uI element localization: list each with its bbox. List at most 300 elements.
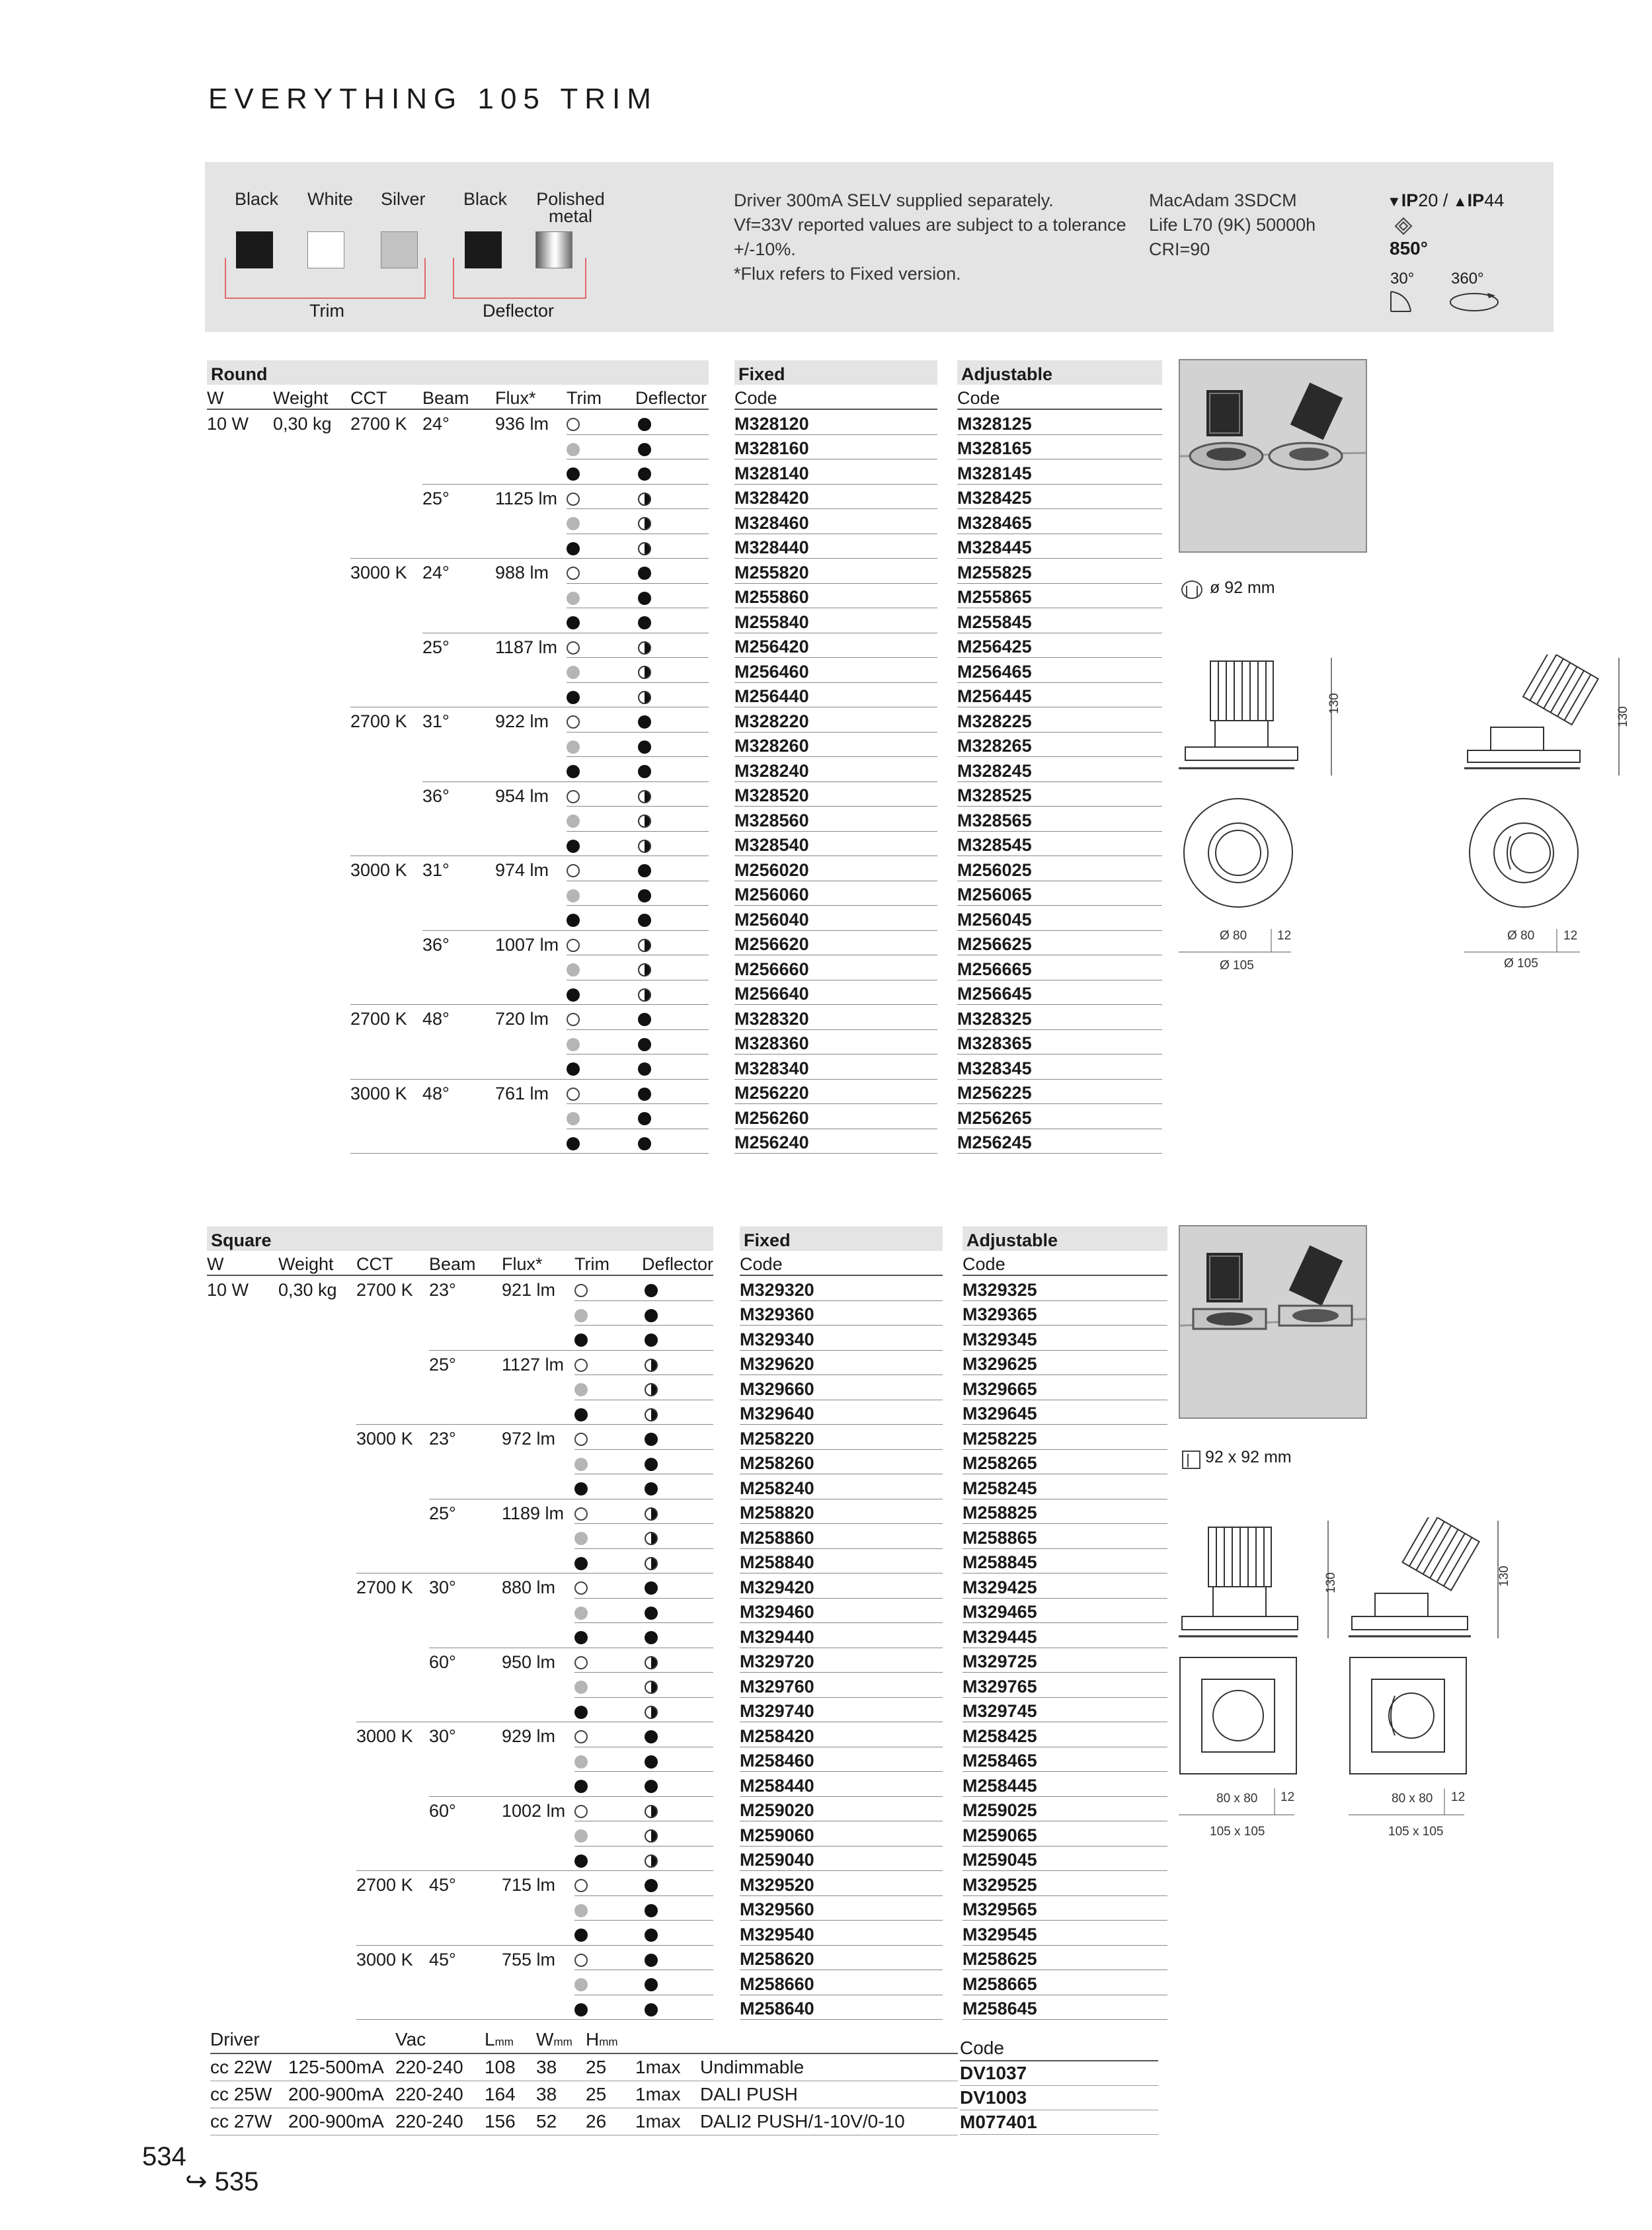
cct-cell [350, 434, 422, 459]
table-row [207, 559, 1162, 584]
table-row [207, 1548, 1167, 1573]
weight-cell [273, 757, 350, 782]
adjustable-code-cell: M329645 [963, 1400, 1167, 1425]
square-fixed-front-drawing [1179, 1656, 1298, 1775]
weight-cell [278, 1623, 356, 1648]
watt-cell [207, 1104, 273, 1129]
beam-cell [422, 906, 495, 931]
trim-silver-dot [567, 517, 580, 530]
trim-finish-dot [567, 955, 635, 980]
table-row [207, 1921, 1167, 1946]
driver-current: 125-500mA [288, 2053, 395, 2081]
trim-finish-dot [567, 534, 635, 559]
trim-silver-dot [567, 963, 580, 976]
deflector-finish-dot [635, 955, 709, 980]
beam-cell [429, 1921, 502, 1946]
watt-cell [207, 1375, 278, 1400]
deflector-black-dot [645, 1482, 658, 1495]
beam-cell [429, 1326, 502, 1351]
adjustable-code-cell: M328465 [957, 509, 1162, 534]
beam-cell [429, 1623, 502, 1648]
table-row [207, 1772, 1167, 1797]
adjustable-code-cell: M328565 [957, 807, 1162, 832]
cct-cell [350, 459, 422, 485]
beam-cell [429, 1895, 502, 1921]
beam-cell [422, 608, 495, 633]
cct-cell [356, 1326, 429, 1351]
driver-current: 200-900mA [288, 2081, 395, 2108]
weight-cell [278, 1697, 356, 1722]
trim-black-dot [567, 1137, 580, 1150]
table-row [960, 2110, 1158, 2135]
trim-finish-dot [567, 1055, 635, 1080]
square-adj-inner-dim: 80 x 80 [1392, 1792, 1433, 1806]
flux-cell [502, 1375, 574, 1400]
beam-cell: 60° [429, 1800, 456, 1821]
flux-cell [495, 955, 567, 980]
trim-finish-dot [567, 980, 635, 1005]
deflector-finish-dot [635, 484, 709, 509]
trim-finish-dot [574, 1945, 642, 1970]
deflector-finish-dot [642, 1326, 713, 1351]
flux-cell: 715 lm [502, 1875, 556, 1895]
trim-finish-dot [567, 707, 635, 733]
adjustable-code-cell: M328345 [957, 1055, 1162, 1080]
adjustable-code-cell: M258265 [963, 1449, 1167, 1474]
trim-finish-dot [567, 434, 635, 459]
col-weight: Weight [278, 1251, 356, 1276]
table-row [207, 1350, 1167, 1375]
cct-cell: 2700 K [350, 1009, 407, 1029]
adjustable-code-cell: M329465 [963, 1598, 1167, 1623]
table-row [207, 1104, 1162, 1129]
cct-cell [356, 1648, 429, 1673]
driver-width: 52 [536, 2108, 586, 2135]
adjustable-code-cell: M259065 [963, 1821, 1167, 1847]
trim-silver-dot [567, 592, 580, 605]
deflector-black-dot [645, 1334, 658, 1347]
trim-silver-dot [567, 1038, 580, 1051]
watt-cell [207, 1350, 278, 1375]
trim-finish-dot [567, 608, 635, 633]
deflector-black-dot [645, 2003, 658, 2016]
trim-white-dot [567, 939, 580, 952]
watt-cell [207, 608, 273, 633]
fixed-code-cell: M329320 [740, 1275, 943, 1300]
adjustable-code-cell: M259045 [963, 1846, 1167, 1871]
driver-code: M077401 [960, 2110, 1158, 2135]
trim-silver-dot [567, 740, 580, 754]
beam-cell [422, 583, 495, 608]
fixed-code-cell: M259060 [740, 1821, 943, 1847]
col-flux: Flux* [495, 385, 567, 410]
watt-cell [207, 1499, 278, 1524]
beam-cell: 25° [429, 1503, 456, 1523]
adjustable-code-cell: M256065 [957, 881, 1162, 906]
fixed-code-cell: M328160 [734, 434, 937, 459]
driver-col-l: Lmm [485, 2026, 536, 2053]
trim-black-dot [567, 1062, 580, 1076]
deflector-finish-dot [642, 1350, 713, 1375]
weight-cell [278, 1722, 356, 1747]
fixed-code-cell: M256660 [734, 955, 937, 980]
weight-cell [273, 658, 350, 683]
watt-cell [207, 1697, 278, 1722]
watt-cell [207, 1474, 278, 1499]
driver-height: 25 [586, 2053, 635, 2081]
deflector-black-dot [645, 1755, 658, 1769]
beam-cell [422, 732, 495, 757]
table-row [207, 409, 1162, 434]
square-height-label: 130 [1324, 1572, 1338, 1593]
trim-white-dot [567, 418, 580, 431]
watt-cell [207, 1300, 278, 1326]
trim-finish-dot [567, 509, 635, 534]
table-row [207, 509, 1162, 534]
cct-cell [356, 1623, 429, 1648]
flux-cell: 1127 lm [502, 1354, 565, 1374]
table-row [207, 1945, 1167, 1970]
round-outer-dim: Ø 105 [1220, 959, 1254, 973]
color-code: 850° [1390, 238, 1428, 259]
weight-cell [273, 583, 350, 608]
trim-finish-dot [574, 1449, 642, 1474]
adjustable-code-cell: M258245 [963, 1474, 1167, 1499]
fixed-code-cell: M328240 [734, 757, 937, 782]
deflector-polished-dot [638, 963, 651, 976]
fixed-code-cell: M259040 [740, 1846, 943, 1871]
weight-cell [273, 831, 350, 856]
watt-cell: 10 W [207, 414, 249, 434]
driver-height: 26 [586, 2108, 635, 2135]
table-row [207, 980, 1162, 1005]
round-code-table [207, 360, 1162, 1154]
flux-cell [495, 583, 567, 608]
weight-cell [273, 881, 350, 906]
beam-cell [429, 1524, 502, 1549]
weight-cell [278, 1326, 356, 1351]
driver-col-vac: Vac [395, 2026, 485, 2053]
driver-power: cc 27W [210, 2108, 288, 2135]
weight-cell [278, 1400, 356, 1425]
trim-finish-dot [567, 583, 635, 608]
fixed-code-cell: M256420 [734, 633, 937, 658]
trim-finish-dot [567, 1104, 635, 1129]
trim-black-dot [574, 1780, 588, 1793]
watt-cell [207, 930, 273, 955]
cct-cell [356, 1697, 429, 1722]
table-row [207, 1821, 1167, 1847]
adjustable-code-cell: M328525 [957, 781, 1162, 807]
table-row [210, 2108, 958, 2135]
deflector-polished-dot [645, 1557, 658, 1570]
trim-finish-dot [567, 409, 635, 434]
trim-finish-dot [574, 1623, 642, 1648]
trim-black-dot [567, 988, 580, 1002]
trim-finish-dot [567, 633, 635, 658]
cct-cell: 2700 K [350, 711, 407, 731]
cct-cell [350, 1055, 422, 1080]
trim-finish-dot [567, 559, 635, 584]
col-cct: CCT [356, 1251, 429, 1276]
beam-cell [422, 955, 495, 980]
page-numbers [142, 2142, 258, 2197]
beam-cell: 30° [429, 1577, 456, 1597]
round-fixed-side-drawing [1179, 655, 1334, 787]
fixed-code-cell: M255860 [734, 583, 937, 608]
col-flux: Flux* [502, 1251, 574, 1276]
trim-silver-dot [567, 443, 580, 456]
table-row [207, 1846, 1167, 1871]
watt-cell [207, 1673, 278, 1698]
trim-finish-dot [567, 658, 635, 683]
table-row [207, 1425, 1167, 1450]
swatch-label-trim-white: White [307, 189, 354, 209]
deflector-polished-dot [645, 1805, 658, 1818]
table-row [207, 1300, 1167, 1326]
deflector-finish-dot [635, 1129, 709, 1154]
col-deflector: Deflector [642, 1251, 713, 1276]
col-w: W [207, 1251, 278, 1276]
deflector-finish-dot [642, 1548, 713, 1573]
table-row [207, 1895, 1167, 1921]
weight-cell [273, 856, 350, 881]
flux-cell: 972 lm [502, 1429, 556, 1449]
flux-cell [495, 534, 567, 559]
trim-white-dot [574, 1359, 588, 1372]
square-cutout-icon [1179, 1445, 1205, 1471]
deflector-finish-dot [642, 1300, 713, 1326]
flux-cell [502, 1673, 574, 1698]
adjustable-code-cell: M328425 [957, 484, 1162, 509]
trim-finish-dot [567, 807, 635, 832]
round-inner-dim: Ø 80 [1220, 929, 1247, 943]
weight-cell [273, 633, 350, 658]
trim-finish-dot [574, 1598, 642, 1623]
table-row [207, 1697, 1167, 1722]
round-rows [207, 409, 1162, 1154]
deflector-finish-dot [635, 930, 709, 955]
fixed-code-cell: M256440 [734, 682, 937, 707]
deflector-finish-dot [642, 1970, 713, 1995]
beam-cell [422, 682, 495, 707]
col-trim: Trim [567, 385, 635, 410]
deflector-black-dot [638, 1013, 651, 1026]
trim-black-dot [574, 1854, 588, 1868]
table-row [207, 1400, 1167, 1425]
watt-cell [207, 1970, 278, 1995]
fixed-code-cell: M329540 [740, 1921, 943, 1946]
fixed-code-cell: M329460 [740, 1598, 943, 1623]
beam-cell: 48° [422, 1083, 450, 1103]
fixed-code-cell: M329740 [740, 1697, 943, 1722]
trim-black-dot [574, 1557, 588, 1570]
trim-black-dot [574, 1482, 588, 1495]
trim-finish-dot [567, 881, 635, 906]
flux-cell [495, 1129, 567, 1154]
driver-col-blank [288, 2026, 395, 2053]
trim-finish-dot [567, 732, 635, 757]
adjustable-code-cell: M328165 [957, 434, 1162, 459]
deflector-polished-dot [645, 1656, 658, 1669]
square-fixed-header: Fixed [740, 1226, 943, 1251]
weight-cell [278, 1821, 356, 1847]
square-adj-height-label: 130 [1497, 1566, 1511, 1587]
square-adjustable-header: Adjustable [963, 1226, 1167, 1251]
driver-dimming: Undimmable [700, 2053, 958, 2081]
beam-cell [429, 1995, 502, 2020]
cct-cell [356, 1796, 429, 1821]
cct-cell [350, 608, 422, 633]
weight-cell [273, 930, 350, 955]
weight-cell [273, 955, 350, 980]
swatch-label-trim-silver: Silver [381, 189, 426, 209]
trim-white-dot [574, 1507, 588, 1521]
adjustable-code-cell: M258665 [963, 1970, 1167, 1995]
swatch-label-deflector-polished: Polished metal [536, 189, 605, 226]
beam-cell [429, 1300, 502, 1326]
table-row [207, 1499, 1167, 1524]
adjustable-code-cell: M329325 [963, 1275, 1167, 1300]
trim-white-dot [567, 1088, 580, 1101]
col-fixed-code: Code [740, 1251, 943, 1276]
trim-finish-dot [567, 831, 635, 856]
flux-cell [495, 906, 567, 931]
flux-cell: 954 lm [495, 785, 549, 806]
adjustable-code-cell: M328265 [957, 732, 1162, 757]
trim-finish-dot [574, 1375, 642, 1400]
col-w: W [207, 385, 273, 410]
beam-cell: 31° [422, 860, 450, 880]
trim-finish-dot [574, 1722, 642, 1747]
adjustable-code-cell: M256465 [957, 658, 1162, 683]
beam-cell [429, 1821, 502, 1847]
rotation-label: 360° [1451, 270, 1484, 288]
deflector-black-dot [645, 1929, 658, 1942]
watt-cell [207, 1995, 278, 2020]
deflector-finish-dot [635, 732, 709, 757]
weight-cell [273, 732, 350, 757]
round-fixed-front-drawing [1179, 793, 1298, 926]
deflector-finish-dot [635, 608, 709, 633]
table-row [207, 1449, 1167, 1474]
trim-black-dot [574, 1408, 588, 1421]
fixed-code-cell: M256020 [734, 856, 937, 881]
trim-finish-dot [574, 1673, 642, 1698]
table-row [207, 1598, 1167, 1623]
driver-code: DV1037 [960, 2061, 1158, 2086]
deflector-black-dot [638, 467, 651, 481]
weight-cell [273, 509, 350, 534]
weight-cell [278, 1449, 356, 1474]
driver-code-header: Code [960, 2036, 1158, 2061]
adjustable-code-cell: M329665 [963, 1375, 1167, 1400]
adjustable-code-cell: M258845 [963, 1548, 1167, 1573]
beam-cell [429, 1697, 502, 1722]
flux-cell [495, 881, 567, 906]
deflector-black-dot [638, 740, 651, 754]
deflector-black-dot [638, 616, 651, 629]
flux-cell [495, 459, 567, 485]
cct-cell [356, 1375, 429, 1400]
driver-length: 156 [485, 2108, 536, 2135]
deflector-black-dot [645, 1904, 658, 1917]
deflector-finish-dot [642, 1449, 713, 1474]
fixed-code-cell: M328440 [734, 534, 937, 559]
fixed-code-cell: M329760 [740, 1673, 943, 1698]
beam-cell [422, 881, 495, 906]
cct-cell: 2700 K [356, 1280, 413, 1300]
trim-black-dot [567, 616, 580, 629]
weight-cell [278, 1499, 356, 1524]
trim-bracket [225, 258, 426, 299]
trim-white-dot [574, 1284, 588, 1297]
table-row [207, 881, 1162, 906]
cct-cell [356, 1821, 429, 1847]
cct-cell [350, 682, 422, 707]
driver-max: 1max [635, 2053, 700, 2081]
cct-cell [356, 1449, 429, 1474]
watt-cell [207, 658, 273, 683]
weight-cell [278, 1350, 356, 1375]
table-row [960, 2061, 1158, 2086]
table-row [207, 1079, 1162, 1104]
driver-width: 38 [536, 2053, 586, 2081]
cct-cell: 3000 K [350, 1083, 407, 1103]
adjustable-code-cell: M328365 [957, 1029, 1162, 1055]
cct-cell [350, 658, 422, 683]
table-row [207, 682, 1162, 707]
flux-cell [495, 658, 567, 683]
beam-cell: 36° [422, 934, 450, 955]
adjustable-code-cell: M329545 [963, 1921, 1167, 1946]
table-row [207, 1871, 1167, 1896]
beam-cell: 36° [422, 785, 450, 806]
trim-finish-dot [567, 906, 635, 931]
cct-cell: 3000 K [350, 563, 407, 582]
flux-cell: 880 lm [502, 1577, 556, 1597]
trim-finish-dot [567, 459, 635, 485]
beam-cell [429, 1846, 502, 1871]
table-row [207, 1005, 1162, 1030]
driver-vac: 220-240 [395, 2081, 485, 2108]
deflector-black-dot [645, 1284, 658, 1297]
table-row [207, 1524, 1167, 1549]
deflector-black-dot [638, 889, 651, 902]
trim-finish-dot [567, 484, 635, 509]
trim-black-dot [574, 1706, 588, 1719]
watt-cell [207, 1400, 278, 1425]
round-height-line [1329, 658, 1342, 777]
trim-silver-dot [574, 1458, 588, 1471]
deflector-black-dot [638, 443, 651, 456]
adjustable-code-cell: M256625 [957, 930, 1162, 955]
table-row [207, 707, 1162, 733]
deflector-finish-dot [642, 1623, 713, 1648]
trim-silver-dot [574, 1904, 588, 1917]
table-row [207, 434, 1162, 459]
cct-cell [350, 955, 422, 980]
deflector-black-dot [645, 1631, 658, 1644]
trim-finish-dot [574, 1995, 642, 2020]
driver-power: cc 25W [210, 2081, 288, 2108]
trim-silver-dot [567, 815, 580, 828]
watt-cell [207, 559, 273, 584]
square-adjustable-front-drawing [1349, 1656, 1468, 1775]
trim-white-dot [567, 864, 580, 877]
driver-table [210, 2026, 958, 2135]
fixed-code-cell: M256260 [734, 1104, 937, 1129]
